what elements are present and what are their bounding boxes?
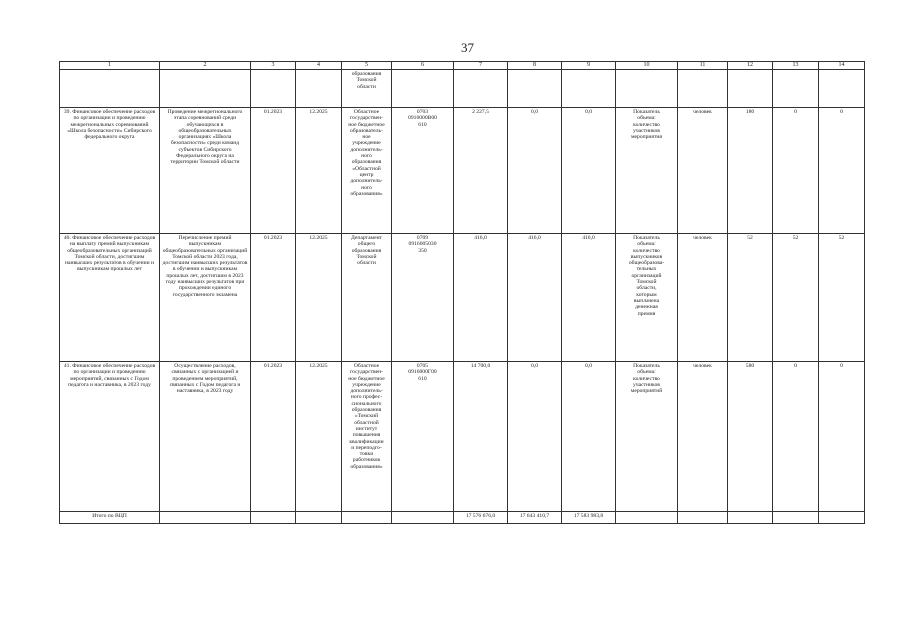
- column-number: 8: [508, 62, 562, 70]
- empty-cell: [773, 512, 819, 524]
- column-number-row: [60, 62, 865, 70]
- content-cell: Осуществление расходов, связанных с организацией и проведением мероприятий, связанных с Годом педагога и наставника, в 2023 году: [160, 362, 251, 512]
- amount-2023-cell: 416,0: [454, 234, 508, 362]
- end-date-cell: 12.2025: [296, 362, 342, 512]
- executor-cell: Областное государствен- ное бюджетное образователь- ное учреждение дополнитель- ного образования «Областной центр дополнитель- ного образования»: [342, 108, 392, 234]
- empty-cell: [296, 512, 342, 524]
- table-row: [60, 108, 865, 234]
- value-2023-cell: [728, 70, 773, 108]
- column-number: 6: [392, 62, 454, 70]
- value-2025-cell: 0: [819, 108, 865, 234]
- value-2025-cell: 52: [819, 234, 865, 362]
- content-cell: [160, 70, 251, 108]
- column-number: 12: [728, 62, 773, 70]
- amount-2023-cell: 14 700,0: [454, 362, 508, 512]
- empty-cell: [160, 512, 251, 524]
- executor-cell: образования Томской области: [342, 70, 392, 108]
- total-2023-cell: 17 576 676,0: [454, 512, 508, 524]
- value-2023-cell: 180: [728, 108, 773, 234]
- column-number: 7: [454, 62, 508, 70]
- executor-cell: Областное государствен- ное бюджетное учреждение дополнитель- ного профес- сионального образования «Томский областной институт повышения квалификации и переподго- товки работников образования»: [342, 362, 392, 512]
- amount-2024-cell: [508, 70, 562, 108]
- total-row: [60, 512, 865, 524]
- value-2024-cell: 0: [773, 108, 819, 234]
- empty-cell: [342, 512, 392, 524]
- budget-code-cell: 0709 0916005030 350: [392, 234, 454, 362]
- value-2024-cell: [773, 70, 819, 108]
- start-date-cell: 01.2023: [251, 108, 296, 234]
- indicator-cell: Показатель объема: количество выпускников общеобразова- тельных организаций Томской области, которым выплачена денежная премия: [616, 234, 678, 362]
- amount-2023-cell: [454, 70, 508, 108]
- budget-code-cell: 0705 0916000Г00 610: [392, 362, 454, 512]
- measure-name-cell: 39. Финансовое обеспечение расходов по организации и проведению межрегиональных соревнований «Школа безопасности» Сибирского федерального округа: [60, 108, 160, 234]
- measure-name-cell: [60, 70, 160, 108]
- empty-cell: [392, 512, 454, 524]
- amount-2024-cell: 416,0: [508, 234, 562, 362]
- value-2023-cell: 52: [728, 234, 773, 362]
- end-date-cell: [296, 70, 342, 108]
- executor-cell: Департамент общего образования Томской области: [342, 234, 392, 362]
- value-2025-cell: 0: [819, 362, 865, 512]
- start-date-cell: [251, 70, 296, 108]
- empty-cell: [728, 512, 773, 524]
- table-row: [60, 70, 865, 108]
- amount-2024-cell: 0,0: [508, 362, 562, 512]
- total-2025-cell: 17 583 983,8: [562, 512, 616, 524]
- content-cell: Проведение межрегионального этапа соревнований среди обучающихся в общеобразовательных организациях «Школа безопасности» среди команд субъектов Сибирского Федерального округа на территории Томской области: [160, 108, 251, 234]
- total-label: Итого по ВЦП: [60, 512, 160, 524]
- empty-cell: [251, 512, 296, 524]
- value-2023-cell: 580: [728, 362, 773, 512]
- budget-code-cell: 0703 0916000В00 610: [392, 108, 454, 234]
- start-date-cell: 01.2023: [251, 234, 296, 362]
- program-table: [59, 61, 865, 524]
- column-number: 13: [773, 62, 819, 70]
- column-number: 5: [342, 62, 392, 70]
- column-number: 11: [678, 62, 728, 70]
- measure-name-cell: 41. Финансовое обеспечение расходов по организации и проведению мероприятий, связанных с Годом педагога и наставника, в 2023 году: [60, 362, 160, 512]
- end-date-cell: 12.2025: [296, 108, 342, 234]
- amount-2025-cell: 0,0: [562, 362, 616, 512]
- unit-cell: [678, 70, 728, 108]
- page-number: 37: [461, 40, 474, 55]
- unit-cell: человек: [678, 234, 728, 362]
- start-date-cell: 01.2023: [251, 362, 296, 512]
- column-number: 10: [616, 62, 678, 70]
- empty-cell: [616, 512, 678, 524]
- content-cell: Перечисление премий выпускникам общеобразовательных организаций Томской области 2023 года, достигшим наивысших результатов в обучении и выпускникам прошлых лет, достигшим в 2023 году наивысших результатов при прохождении единого государственного экзамена: [160, 234, 251, 362]
- amount-2024-cell: 0,0: [508, 108, 562, 234]
- budget-code-cell: [392, 70, 454, 108]
- value-2024-cell: 52: [773, 234, 819, 362]
- empty-cell: [819, 512, 865, 524]
- indicator-cell: Показатель объема: количество участников мероприятия: [616, 108, 678, 234]
- value-2024-cell: 0: [773, 362, 819, 512]
- column-number: 4: [296, 62, 342, 70]
- total-2024-cell: 17 643 410,7: [508, 512, 562, 524]
- column-number: 3: [251, 62, 296, 70]
- unit-cell: человек: [678, 362, 728, 512]
- end-date-cell: 12.2025: [296, 234, 342, 362]
- amount-2025-cell: 416,0: [562, 234, 616, 362]
- column-number: 9: [562, 62, 616, 70]
- indicator-cell: Показатель объема: количество участников мероприятий: [616, 362, 678, 512]
- amount-2023-cell: 2 227,5: [454, 108, 508, 234]
- value-2025-cell: [819, 70, 865, 108]
- measure-name-cell: 40. Финансовое обеспечение расходов на выплату премий выпускникам общеобразовательных организаций Томской области, достигшим наивысших результатов в обучении и выпускникам прошлых лет: [60, 234, 160, 362]
- empty-cell: [678, 512, 728, 524]
- unit-cell: человек: [678, 108, 728, 234]
- column-number: 1: [60, 62, 160, 70]
- column-number: 2: [160, 62, 251, 70]
- amount-2025-cell: [562, 70, 616, 108]
- column-number: 14: [819, 62, 865, 70]
- table-row: [60, 234, 865, 362]
- amount-2025-cell: 0,0: [562, 108, 616, 234]
- table-row: [60, 362, 865, 512]
- indicator-cell: [616, 70, 678, 108]
